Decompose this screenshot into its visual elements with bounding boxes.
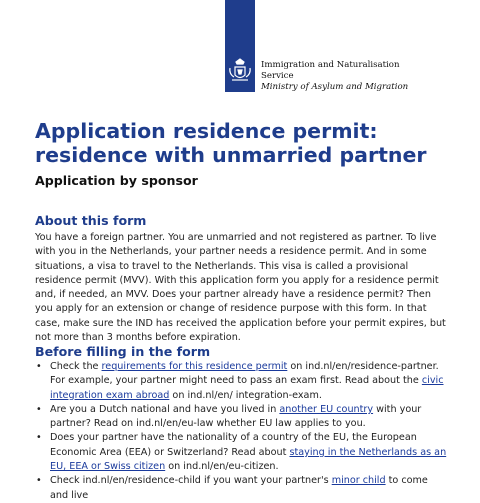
org-line-2: Service — [261, 71, 294, 81]
minor-child-link[interactable]: minor child — [331, 475, 386, 487]
item-text: Check ind.nl/en/residence-child if you want your partner's — [50, 475, 332, 487]
about-text: You have a foreign partner. You are unmarried and not registered as partner. To live with you in the Netherlands, your partner needs a residence permit. And in some situations, a visa to travel to the Netherlands. This visa is called a provisional residence permit (MVV). With this application form you apply for a residence permit and, if needed, an MVV. Does your partner already have a residence permit? Then you apply for an extension or change of residence purpose with this form. In that case, make sure the IND has received the application before your permit expires, but not more than 3 months before expiration. — [35, 232, 446, 344]
item-text: on ind.nl/en/ integration-exam. — [169, 389, 322, 401]
ministry-name: Ministry of Asylum and Migration — [261, 82, 409, 92]
item-text: Are you a Dutch national and have you lived in — [50, 403, 280, 415]
eu-country-link[interactable]: another EU country — [279, 403, 374, 415]
item-text: on ind.nl/en/residence-partner. For example, your partner might need to pass an exam first. Read about the — [50, 361, 439, 387]
list-item — [35, 474, 447, 503]
item-text: Does your partner have the nationality of a country of the EU, the European Economic Area (EEA) or Switzerland? Read about — [50, 432, 417, 458]
item-text: with your partner? Read on ind.nl/en/eu-law whether EU law applies to you. — [50, 403, 422, 430]
organization-name — [261, 60, 408, 93]
item-text: to come and live — [50, 475, 428, 501]
civic-integration-link[interactable]: civic integration exam abroad — [50, 375, 444, 401]
dutch-coat-of-arms-icon — [226, 58, 254, 86]
item-text: on ind.nl/en/eu-citizen. — [165, 461, 279, 473]
requirements-link[interactable]: requirements for this residence permit — [101, 361, 288, 372]
about-heading: About this form — [35, 213, 147, 228]
page-subtitle: Application by sponsor — [35, 173, 198, 188]
list-item — [35, 431, 447, 474]
page-title: Application residence permit: residence with unmarried partner — [35, 119, 427, 167]
org-line-1: Immigration and Naturalisation — [261, 60, 400, 70]
item-text: Check the — [50, 361, 102, 372]
before-heading: Before filling in the form — [35, 344, 211, 359]
before-checklist — [35, 360, 447, 503]
list-item — [35, 403, 447, 432]
list-item — [35, 360, 447, 403]
eu-citizen-link[interactable]: staying in the Netherlands as an EU, EEA or Swiss citizen — [50, 446, 447, 473]
